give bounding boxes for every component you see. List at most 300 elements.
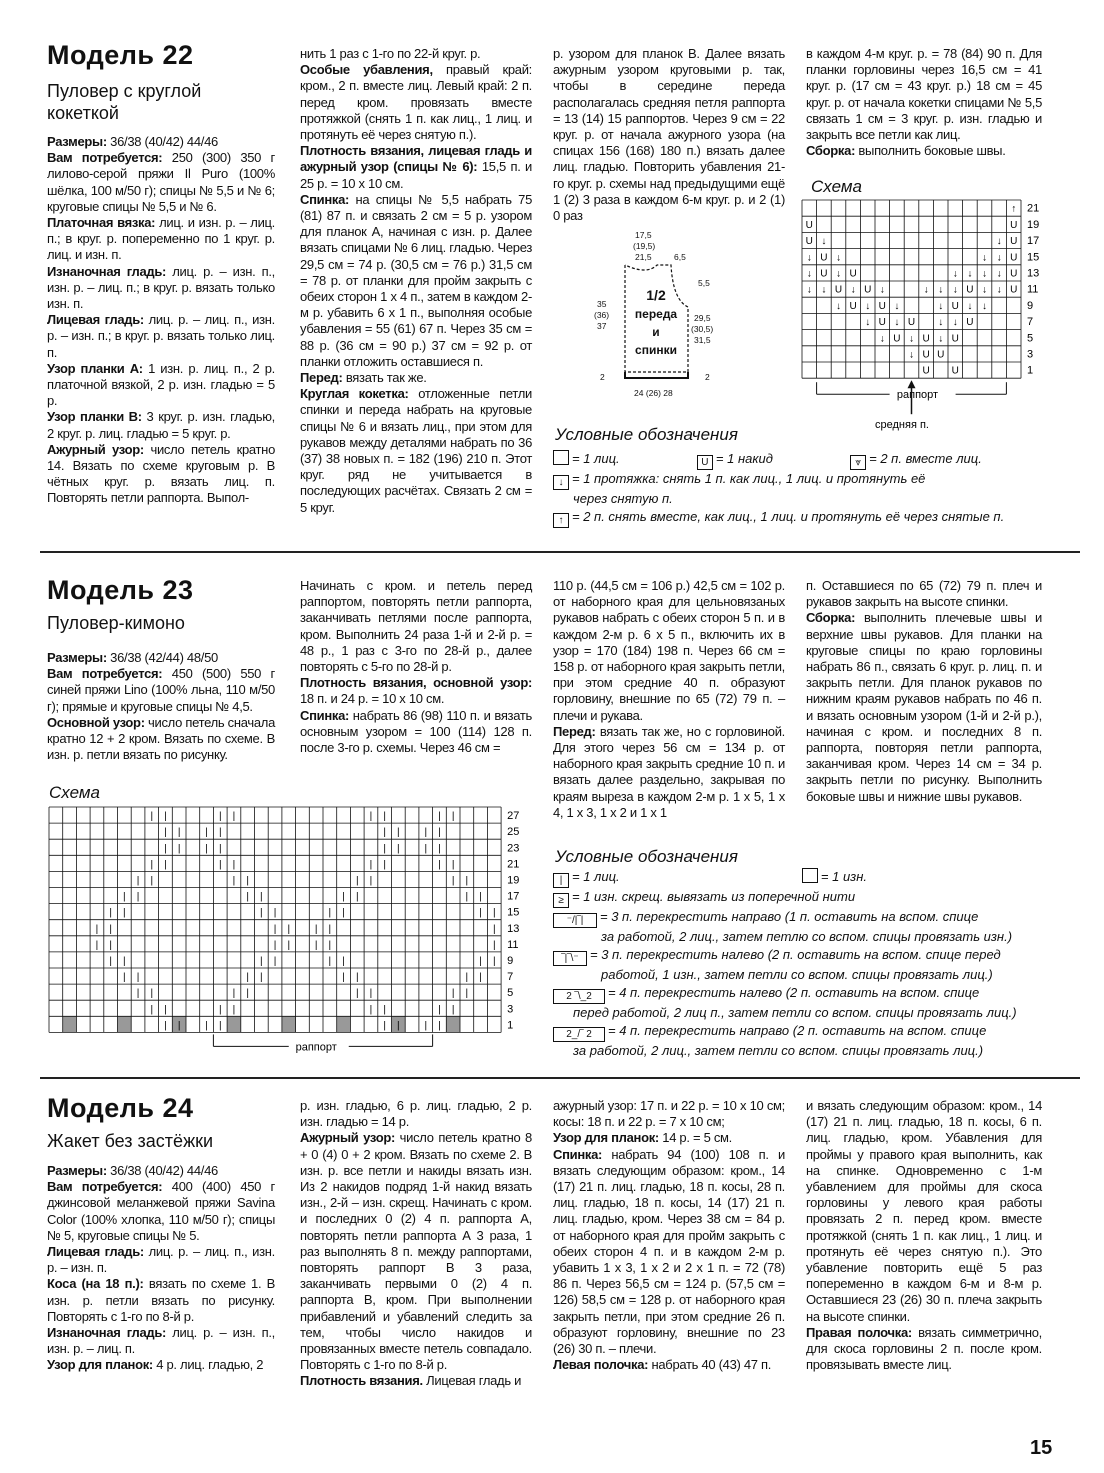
- diagram-top-3: 21,5: [635, 252, 652, 262]
- diagram-label-1: 1/2: [646, 287, 666, 303]
- legend-c4r-a: = 4 п. перекрестить направо (2 п. оставить на вспом. спице: [608, 1023, 987, 1038]
- paragraph: [300, 192, 532, 370]
- paragraph: [300, 370, 532, 386]
- chart-23-row-label: 3: [507, 1003, 514, 1016]
- chart-23-symbol: |: [164, 811, 167, 823]
- chart-23-row-label: 13: [507, 922, 520, 935]
- paragraph: [553, 46, 785, 224]
- chart-23-symbol: |: [205, 1020, 208, 1032]
- cross-3-right-icon: ⁻/|‾|: [553, 913, 597, 928]
- paragraph-text: п. Оставшиеся по 65 (72) 79 п. плеч и рукавов закрыть на высоте спинки.: [806, 578, 1042, 610]
- model-22-stitch-chart: [800, 198, 1060, 448]
- legend-purl: = 1 изн.: [820, 869, 867, 884]
- paragraph: [553, 578, 785, 724]
- chart-23-symbol: |: [164, 1020, 167, 1032]
- chart-23-symbol: |: [424, 843, 428, 855]
- chart-23-symbol: |: [328, 923, 332, 935]
- paragraph-heading: Плотность вязания, основной узор:: [300, 675, 532, 691]
- chart-23-symbol: |: [492, 939, 496, 951]
- chart-22-symbol: ↓: [982, 268, 987, 280]
- chart-22-symbol: U: [805, 236, 813, 248]
- chart-23-symbol: |: [164, 827, 167, 839]
- paragraph: [47, 666, 275, 715]
- paragraph-text: число петель кратно 14. Вязать по схеме круговым р. В чётных круг. р. вязать лиц. п. Повторять петли раппорта. Выпол-: [47, 441, 275, 506]
- chart-22-symbol: U: [922, 333, 930, 345]
- model-23-column-2: [300, 578, 532, 756]
- chart-22-symbol: U: [1010, 268, 1018, 280]
- paragraph-heading: Размеры:: [47, 134, 107, 149]
- chart-22-symbol: U: [820, 252, 828, 264]
- make-one-symbol-icon: ≥: [553, 893, 569, 908]
- diagram-left-1: 35: [597, 299, 607, 309]
- chart-22-symbol: ↓: [952, 268, 958, 280]
- legend-ssk-1: = 1 протяжка: снять 1 п. как лиц., 1 лиц. и протянуть её: [572, 471, 926, 486]
- paragraph-heading: Перед:: [300, 370, 343, 386]
- chart-23-symbol: |: [342, 891, 345, 903]
- chart-23-symbol: |: [438, 859, 441, 871]
- legend-23-row-1: [553, 868, 1073, 888]
- paragraph-heading: Вам потребуется:: [47, 666, 163, 682]
- chart-22-symbol: U: [951, 333, 959, 345]
- chart-22-symbol: ↓: [996, 252, 1002, 264]
- paragraph-text: нить 1 раз с 1-го по 22-й круг. р.: [300, 46, 481, 61]
- chart-22-symbol: ↓: [982, 284, 987, 296]
- legend-22-row-3: через снятую п.: [573, 491, 673, 506]
- chart-23-symbol: |: [465, 891, 469, 903]
- legend-c3r-a: = 3 п. перекрестить направо (1 п. оставить на вспом. спице: [600, 909, 979, 924]
- paragraph: [47, 650, 275, 666]
- chart-23-symbol: |: [218, 1020, 222, 1032]
- paragraph-text: в каждом 4-м круг. р. = 78 (84) 90 п. Для планки горловины через 16,5 см = 41 круг. р. (17 см = 43 круг. р.) 18 см = 45 круг. р. от начала кокетки спицами № 5,5 связать 1 см = 3 круг. р. изн. гладью и закрыть все петли как лиц.: [806, 46, 1042, 143]
- chart-23-shaded-cell: [227, 1016, 241, 1032]
- chart-23-symbol: |: [287, 923, 291, 935]
- paragraph-heading: Основной узор:: [47, 714, 145, 730]
- chart-23-symbol: |: [397, 1020, 400, 1032]
- diagram-shoulder: 5,5: [698, 278, 710, 288]
- chart-22-symbol: U: [1010, 219, 1018, 231]
- paragraph: [47, 442, 275, 507]
- model-22-subtitle-line2: кокеткой: [47, 103, 119, 123]
- chart-22-symbol: ↓: [806, 252, 812, 264]
- chart-22-symbol: ↓: [996, 268, 1002, 280]
- paragraph-heading: Изнаночная гладь:: [47, 1325, 167, 1341]
- chart-23-symbol: |: [260, 907, 263, 919]
- chart-23-symbol: |: [95, 923, 99, 935]
- chart-23-symbol: |: [397, 827, 400, 839]
- chart-23-row-label: 23: [507, 842, 520, 855]
- chart-23-symbol: |: [314, 939, 318, 951]
- paragraph-heading: Узор планки В:: [47, 409, 142, 425]
- chart-23-symbol: |: [369, 1004, 373, 1016]
- paragraph-heading: Вам потребуется:: [47, 1179, 163, 1195]
- chart-23-shaded-cell: [282, 1016, 296, 1032]
- chart-23-symbol: |: [232, 988, 236, 1000]
- chart-22-symbol: ↓: [865, 300, 871, 312]
- model-22-legend-title: Условные обозначения: [555, 425, 738, 444]
- paragraph: [47, 264, 275, 313]
- chart-23-symbol: |: [369, 859, 373, 871]
- paragraph: [553, 1147, 785, 1358]
- paragraph-text: 36/38 (40/42) 44/46: [106, 134, 218, 149]
- chart-23-symbol: |: [123, 907, 126, 919]
- chart-22-row-label: 7: [1027, 316, 1034, 329]
- chart-22-symbol: ↓: [836, 252, 841, 264]
- model-23-title: Модель 23: [47, 575, 194, 605]
- chart-22-row-label: 9: [1027, 299, 1034, 312]
- section-divider: [40, 551, 1080, 553]
- diagram-edge-right: 2: [705, 372, 710, 382]
- ssk-symbol-icon: ↓: [553, 475, 569, 490]
- chart-23-symbol: |: [383, 811, 386, 823]
- chart-23-symbol: |: [273, 939, 277, 951]
- chart-22-symbol: U: [1010, 252, 1018, 264]
- paragraph-heading: Ажурный узор:: [300, 1130, 396, 1146]
- chart-23-symbol: |: [246, 988, 249, 1000]
- paragraph: [47, 134, 275, 150]
- model-24-column-4: [806, 1098, 1042, 1373]
- chart-22-arrow-head: [908, 380, 916, 388]
- paragraph-heading: Плотность вязания, лицевая гладь и ажурный узор (спицы № 6):: [300, 143, 532, 175]
- paragraph-heading: Спинка:: [300, 707, 350, 723]
- legend-23-row-8: перед работой, 2 лиц п., затем петли со вспом. спицы провязать лиц.): [573, 1005, 1017, 1020]
- chart-23-symbol: |: [451, 988, 455, 1000]
- chart-23-symbol: |: [95, 939, 99, 951]
- chart-22-symbol: U: [864, 284, 872, 296]
- model-24-column-1: [47, 1163, 275, 1374]
- chart-23-symbol: |: [451, 811, 455, 823]
- chart-22-symbol: ↓: [967, 268, 973, 280]
- model-23-stitch-chart: [48, 806, 538, 1068]
- paragraph-heading: Спинка:: [553, 1146, 603, 1162]
- paragraph: [47, 1179, 275, 1244]
- yarn-over-symbol-icon: U: [697, 455, 713, 470]
- paragraph: [47, 1357, 275, 1373]
- chart-22-symbol: U: [878, 317, 886, 329]
- paragraph-heading: Платочная вязка:: [47, 215, 156, 231]
- chart-23-symbol: |: [383, 827, 386, 839]
- chart-23-symbol: |: [150, 859, 154, 871]
- chart-23-symbol: |: [246, 891, 249, 903]
- paragraph-text: лиц. р. – лиц. п., изн. р. – изн. п.: [47, 1244, 275, 1276]
- paragraph: [806, 610, 1042, 804]
- paragraph-text: набрать 40 (43) 47 п.: [648, 1357, 772, 1373]
- chart-22-symbol: U: [1010, 284, 1018, 296]
- paragraph-heading: Узор для планок:: [553, 1130, 659, 1146]
- chart-22-symbol: U: [849, 268, 857, 280]
- diagram-label-4: спинки: [635, 343, 677, 357]
- chart-23-symbol: |: [369, 988, 373, 1000]
- chart-23-symbol: |: [492, 923, 496, 935]
- chart-22-symbol: U: [951, 365, 959, 377]
- paragraph-text: 250 (300) 350 г лилово-серой пряжи Il Puro (100% шёлка, 100 м/50 г); спицы № 5,5 и № 6; круговые спицы № 5,5 и № 6.: [47, 150, 275, 214]
- chart-23-row-label: 11: [507, 938, 519, 951]
- chart-22-row-label: 11: [1027, 283, 1039, 296]
- paragraph-text: 110 р. (44,5 см = 106 р.) 42,5 см = 102 р. от наборного края для цельновязаных рукавов набрать с обеих сторон 5 п. и в каждом 2-м р. 6 х 5 п., включить их в узор = 170 (184) 198 п. Через 66 см = 158 р. от наборного края закрыть петли, при этом средние 40 п. образуют горловину, внешние по 65 (72) 79 п. – плечи и рукава.: [553, 578, 785, 723]
- chart-23-symbol: |: [218, 859, 222, 871]
- paragraph-heading: Коса (на 18 п.):: [47, 1276, 144, 1292]
- chart-22-symbol: ↓: [806, 268, 812, 280]
- chart-23-symbol: |: [246, 875, 249, 887]
- legend-c4l-a: = 4 п. перекрестить налево (2 п. оставить на вспом. спице: [608, 985, 980, 1000]
- chart-22-symbol: ↓: [865, 317, 871, 329]
- chart-23-symbol: |: [369, 875, 373, 887]
- chart-23-symbol: |: [355, 988, 359, 1000]
- paragraph-text: 4 р. лиц. гладью, 2: [152, 1357, 264, 1373]
- model-22-subtitle-line1: Пуловер с круглой: [47, 81, 202, 101]
- paragraph-text: р. изн. гладью, 6 р. лиц. гладью, 2 р. изн. гладью = 14 р.: [300, 1098, 532, 1130]
- chart-22-symbol: ↓: [836, 268, 841, 280]
- chart-22-symbol: ↓: [909, 349, 914, 361]
- legend-knit: = 1 лиц.: [572, 869, 620, 884]
- paragraph: [553, 724, 785, 821]
- paragraph-text: выполнить боковые швы.: [855, 143, 1006, 159]
- chart-22-symbol: ↓: [967, 300, 973, 312]
- chart-22-symbol: ↓: [996, 236, 1002, 248]
- legend-yo: = 1 накид: [715, 451, 773, 466]
- cross-3-left-icon: ‾|‾\⁻: [553, 951, 587, 966]
- chart-23-symbol: |: [465, 988, 469, 1000]
- chart-22-symbol: ↓: [996, 284, 1002, 296]
- chart-23-symbol: |: [328, 955, 332, 967]
- chart-23-symbol: |: [479, 972, 482, 984]
- chart-23-symbol: |: [465, 875, 469, 887]
- paragraph-heading: Сборка:: [806, 143, 856, 159]
- legend-knit: = 1 лиц.: [572, 451, 620, 466]
- chart-22-symbol: ↓: [982, 300, 987, 312]
- model-22-subtitle: [47, 80, 201, 124]
- chart-22-symbol: U: [834, 284, 843, 296]
- chart-22-row-label: 3: [1027, 348, 1034, 361]
- chart-23-row-label: 19: [507, 874, 520, 887]
- chart-23-row-label: 21: [507, 858, 520, 871]
- chart-23-shaded-cell: [63, 1016, 77, 1032]
- paragraph-text: число петель кратно 8 + 0 (4) 0 + 2 кром. Вязать по схеме 2. В изн. р. все петли и накиды вязать изн. Из 2 накидов подряд 1-й накид вязать изн., 2-й – изн. скрещ. Начинать с кром. и последних 0 (2) 4 п. раппорта А, повторять петли раппорта А 3 раза, 1 раз выполнять 8 п. между раппортами, повторять раппорт В 3 раза, заканчивать первыми 0 (2) 4 п. раппорта В, кром. При выполнении прибавлений и убавлений следить за тем, чтобы число накидов и провязанных вместе петель совпадало. Повторять с 1-го по 8-й р.: [300, 1130, 532, 1373]
- chart-23-symbol: |: [492, 907, 496, 919]
- chart-22-symbol: U: [893, 333, 901, 345]
- model-23-subtitle: Пуловер-кимоно: [47, 613, 185, 633]
- chart-23-symbol: |: [383, 1020, 386, 1032]
- paragraph: [806, 578, 1042, 610]
- paragraph-text: 3 круг. р. изн. гладью, 2 круг. р. лиц. гладью = 5 круг. р.: [47, 409, 275, 441]
- knit-symbol-icon: |: [553, 873, 569, 888]
- chart-23-symbol: |: [260, 891, 263, 903]
- chart-22-row-label: 5: [1027, 332, 1034, 345]
- paragraph: [47, 150, 275, 215]
- cdd-symbol-icon: ↑: [553, 513, 569, 528]
- model-22-legend: [553, 450, 1073, 528]
- chart-22-symbol: U: [849, 300, 857, 312]
- chart-22-row-label: 17: [1027, 235, 1040, 248]
- chart-23-symbol: |: [328, 939, 332, 951]
- chart-22-symbol: ↓: [821, 236, 827, 248]
- diagram-bottom: 24 (26) 28: [634, 388, 673, 398]
- chart-23-symbol: |: [355, 875, 359, 887]
- section-divider: [40, 1077, 1080, 1079]
- chart-22-symbol: ↑: [1011, 203, 1017, 215]
- paragraph-heading: Лицевая гладь:: [47, 312, 144, 328]
- chart-23-symbol: |: [136, 972, 140, 984]
- paragraph-text: 1 изн. р. лиц. п., 2 р. платочной вязкой, 2 р. изн. гладью = 5 р.: [47, 360, 275, 409]
- legend-23-row-4: за работой, 2 лиц., затем петлю со вспом. спицы провязать изн.): [601, 929, 1013, 944]
- chart-23-symbol: |: [342, 955, 345, 967]
- paragraph-text: 15,5 п. и 25 р. = 10 х 10 см.: [300, 159, 532, 191]
- chart-23-symbol: |: [109, 955, 112, 967]
- paragraph-text: 400 (400) 450 г джинсовой меланжевой пряжи Savina Color (100% хлопка, 110 м/50 г); спицы № 5, круговые спицы № 5.: [47, 1179, 275, 1243]
- paragraph: [300, 1130, 532, 1373]
- chart-23-symbol: |: [232, 875, 236, 887]
- model-23-column-4: [806, 578, 1042, 805]
- model-22-column-3: [553, 46, 785, 224]
- diagram-edge-left: 2: [600, 372, 605, 382]
- paragraph-text: ажурный узор: 17 п. и 22 р. = 10 х 10 см; косы: 18 п. и 22 р. = 7 х 10 см;: [553, 1098, 785, 1130]
- chart-23-symbol: |: [123, 972, 126, 984]
- chart-22-symbol: ↓: [938, 284, 944, 296]
- chart-22-symbol: U: [966, 317, 974, 329]
- paragraph-text: набрать 94 (100) 108 п. и вязать следующим образом: кром., 14 (17) 21 п. лиц. гладью, 18 п. косы, 28 п. лиц. гладью, 18 п. косы, 14 (17) 21 п. лиц. гладью, кром. Через 38 см = 84 р. от наборного края для пройм закрыть с обеих сторон 4 п. и в каждом 2-м р. убавить 1 х 3, 1 х 2 и 2 х 1 п. = 72 (78) 86 п. Через 56,5 см = 124 р. (57,5 см = 126) 58,5 см = 128 р. от наборного края закрыть петли, при этом средние 26 п. образуют горловину, внешние по 23 (26) 30 п. – плечи.: [553, 1146, 785, 1357]
- paragraph-text: и вязать следующим образом: кром., 14 (17) 21 п. лиц. гладью, 18 п. косы, 6 п. лиц. гладью, кром. Убавления для проймы у правого края выполнить, как на спинке. Одновременно с 1-м убавлением для проймы для скоса горловины у левого края работы провязать 2 п. перед кром. вместе протяжкой (снять 1 п. как лиц., 1 лиц. и протянуть её через снятую п.). Это убавление повторить ещё 5 раз попеременно в каждом 6-м и 8-м р. Оставшиеся 23 (26) 30 п. плеча закрыть на высоте спинки.: [806, 1098, 1042, 1324]
- paragraph: [300, 708, 532, 757]
- legend-23-row-7: [553, 984, 1073, 1004]
- chart-23-symbol: |: [177, 827, 181, 839]
- legend-23-row-2: [553, 888, 1073, 908]
- paragraph-text: вязать так же.: [342, 370, 427, 386]
- chart-22-symbol: ↓: [836, 300, 841, 312]
- paragraph-text: лиц. р. – лиц. п., изн. р. – изн. п.; в круг. р. вязать только лиц. п.: [47, 312, 275, 360]
- legend-22-row-2: [553, 470, 1073, 490]
- chart-23-symbol: |: [479, 907, 482, 919]
- chart-23-symbol: |: [232, 859, 236, 871]
- chart-22-middle-label: средняя п.: [875, 419, 929, 432]
- paragraph: [47, 312, 275, 361]
- chart-22-symbol: ↓: [879, 333, 885, 345]
- chart-23-symbol: |: [109, 939, 112, 951]
- model-22-scheme-title: Схема: [811, 177, 862, 196]
- paragraph: [300, 143, 532, 192]
- diagram-left-2: (36): [594, 310, 610, 320]
- paragraph-heading: Размеры:: [47, 1163, 107, 1178]
- chart-23-symbol: |: [164, 843, 167, 855]
- chart-23-symbol: |: [424, 1020, 428, 1032]
- paragraph-heading: Левая полочка:: [553, 1357, 649, 1373]
- paragraph-text: 36/38 (40/42) 44/46: [106, 1163, 218, 1178]
- chart-22-row-label: 19: [1027, 218, 1040, 231]
- chart-23-symbol: |: [150, 988, 154, 1000]
- cross-4-right-icon: 2_/‾ 2: [553, 1027, 605, 1042]
- chart-23-symbol: |: [465, 972, 469, 984]
- paragraph: [553, 1130, 785, 1146]
- model-24-title: Модель 24: [47, 1093, 194, 1123]
- chart-23-symbol: |: [438, 811, 441, 823]
- paragraph-text: отложенные петли спинки и переда набрать на круговые спицы № 6 и вязать лиц., при этом для рукавов между деталями набрать по 36 (37) 38 новых п. = 182 (196) 210 п. Этот круг. ряд не учитывается в последующих расчётах. Связать 2 см = 5 круг.: [300, 386, 533, 515]
- chart-23-symbol: |: [492, 955, 496, 967]
- chart-23-symbol: |: [164, 859, 167, 871]
- chart-23-row-label: 25: [507, 826, 520, 839]
- model-23-column-3: [553, 578, 785, 821]
- paragraph: [47, 361, 275, 410]
- paragraph-heading: Изнаночная гладь:: [47, 263, 167, 279]
- chart-23-symbol: |: [218, 843, 222, 855]
- chart-23-symbol: |: [273, 907, 277, 919]
- diagram-right-2: (30,5): [691, 324, 714, 334]
- paragraph: [47, 1325, 275, 1357]
- model-23-column-1: [47, 650, 275, 763]
- chart-22-symbol: U: [922, 365, 930, 377]
- purl-symbol-icon: [802, 868, 818, 883]
- chart-23-symbol: |: [150, 811, 154, 823]
- chart-23-symbol: |: [479, 891, 482, 903]
- paragraph: [806, 1325, 1042, 1374]
- legend-23-row-6: работой, 1 изн., затем петли со вспом. спицы провязать лиц.): [601, 967, 993, 982]
- paragraph: [553, 1098, 785, 1130]
- legend-c3l-a: = 3 п. перекрестить налево (2 п. оставить на вспом. спице перед: [590, 947, 1001, 962]
- chart-23-row-label: 17: [507, 890, 520, 903]
- chart-22-symbol: U: [951, 300, 959, 312]
- paragraph-heading: Сборка:: [806, 610, 856, 626]
- chart-23-symbol: |: [218, 811, 222, 823]
- paragraph: [806, 1098, 1042, 1325]
- chart-23-row-label: 9: [507, 954, 514, 967]
- paragraph-heading: Круглая кокетка:: [300, 386, 409, 402]
- paragraph-heading: Лицевая гладь:: [47, 1244, 144, 1260]
- chart-22-symbol: U: [966, 284, 974, 296]
- paragraph-heading: Размеры:: [47, 650, 107, 665]
- paragraph-text: Лицевая гладь и: [422, 1373, 522, 1389]
- chart-23-symbol: |: [424, 827, 428, 839]
- diagram-left-3: 37: [597, 321, 607, 331]
- chart-23-symbol: |: [383, 859, 386, 871]
- chart-22-symbol: ↓: [938, 300, 944, 312]
- paragraph-text: на спицы № 5,5 набрать 75 (81) 87 п. и связать 2 см = 5 р. узором для планок А, начиная с изн. р. Далее вязать спицами № 6 лиц. гладью. Через 29,5 см = 74 р. (30,5 см = 76 р.) 31,5 см = 78 р. от планки для пройм закрыть с обеих сторон 1 х 4 п., затем в каждом 2-м р. убавить 6 х 1 п., выполняя особые убавления = 55 (61) 67 п. Через 35 см = 88 р. (36 см = 90 р.) 37 см = 92 р. от планки отложить оставшиеся п.: [300, 191, 532, 369]
- paragraph-text: лиц. р. – изн. п., изн. р. – лиц. п.; в круг. р. вязать только изн. п.: [47, 263, 275, 312]
- chart-22-symbol: ↓: [894, 317, 900, 329]
- paragraph-heading: Перед:: [553, 723, 596, 739]
- diagram-right-3: 31,5: [694, 335, 711, 345]
- model-22-column-4: [806, 46, 1042, 159]
- legend-cdd: = 2 п. снять вместе, как лиц., 1 лиц. и протянуть её через снятые п.: [572, 509, 1005, 524]
- chart-22-symbol: U: [805, 219, 813, 231]
- chart-22-symbol: ↓: [952, 317, 958, 329]
- paragraph: [806, 46, 1042, 143]
- chart-23-symbol: |: [369, 811, 373, 823]
- paragraph: [553, 1357, 785, 1373]
- paragraph: [47, 409, 275, 441]
- paragraph: [300, 675, 532, 707]
- chart-22-symbol: U: [820, 268, 828, 280]
- paragraph-text: 36/38 (42/44) 48/50: [106, 650, 218, 665]
- paragraph: [47, 715, 275, 764]
- paragraph: [300, 62, 532, 143]
- legend-22-row-1: [553, 450, 1073, 470]
- chart-22-symbol: U: [1010, 236, 1018, 248]
- chart-23-symbol: |: [260, 972, 263, 984]
- chart-23-symbol: |: [218, 1004, 222, 1016]
- paragraph-text: 450 (500) 550 г синей пряжи Lino (100% льна, 110 м/50 г); прямые и круговые спицы № 4,5.: [47, 666, 275, 714]
- paragraph-text: лиц. и изн. р. – лиц. п.; в круг. р. попеременно по 1 круг. р. лиц. и изн. п.: [47, 215, 275, 263]
- paragraph: [47, 215, 275, 264]
- paragraph-heading: Ажурный узор:: [47, 441, 144, 457]
- chart-23-symbol: |: [164, 1004, 167, 1016]
- chart-22-symbol: ↓: [938, 317, 944, 329]
- chart-23-shaded-cell: [337, 1016, 351, 1032]
- chart-23-symbol: |: [451, 875, 455, 887]
- legend-23-row-3: [553, 908, 1073, 928]
- cross-4-left-icon: 2 ‾\_2: [553, 989, 605, 1004]
- chart-23-row-label: 15: [507, 906, 520, 919]
- chart-22-symbol: U: [922, 349, 930, 361]
- legend-m1: = 1 изн. скрещ. вывязать из поперечной нити: [572, 889, 856, 904]
- model-23-legend: [553, 868, 1073, 1060]
- paragraph-text: вязать симметрично, для скоса горловины 2 п. после кром. провязывать вместе лиц.: [806, 1324, 1042, 1373]
